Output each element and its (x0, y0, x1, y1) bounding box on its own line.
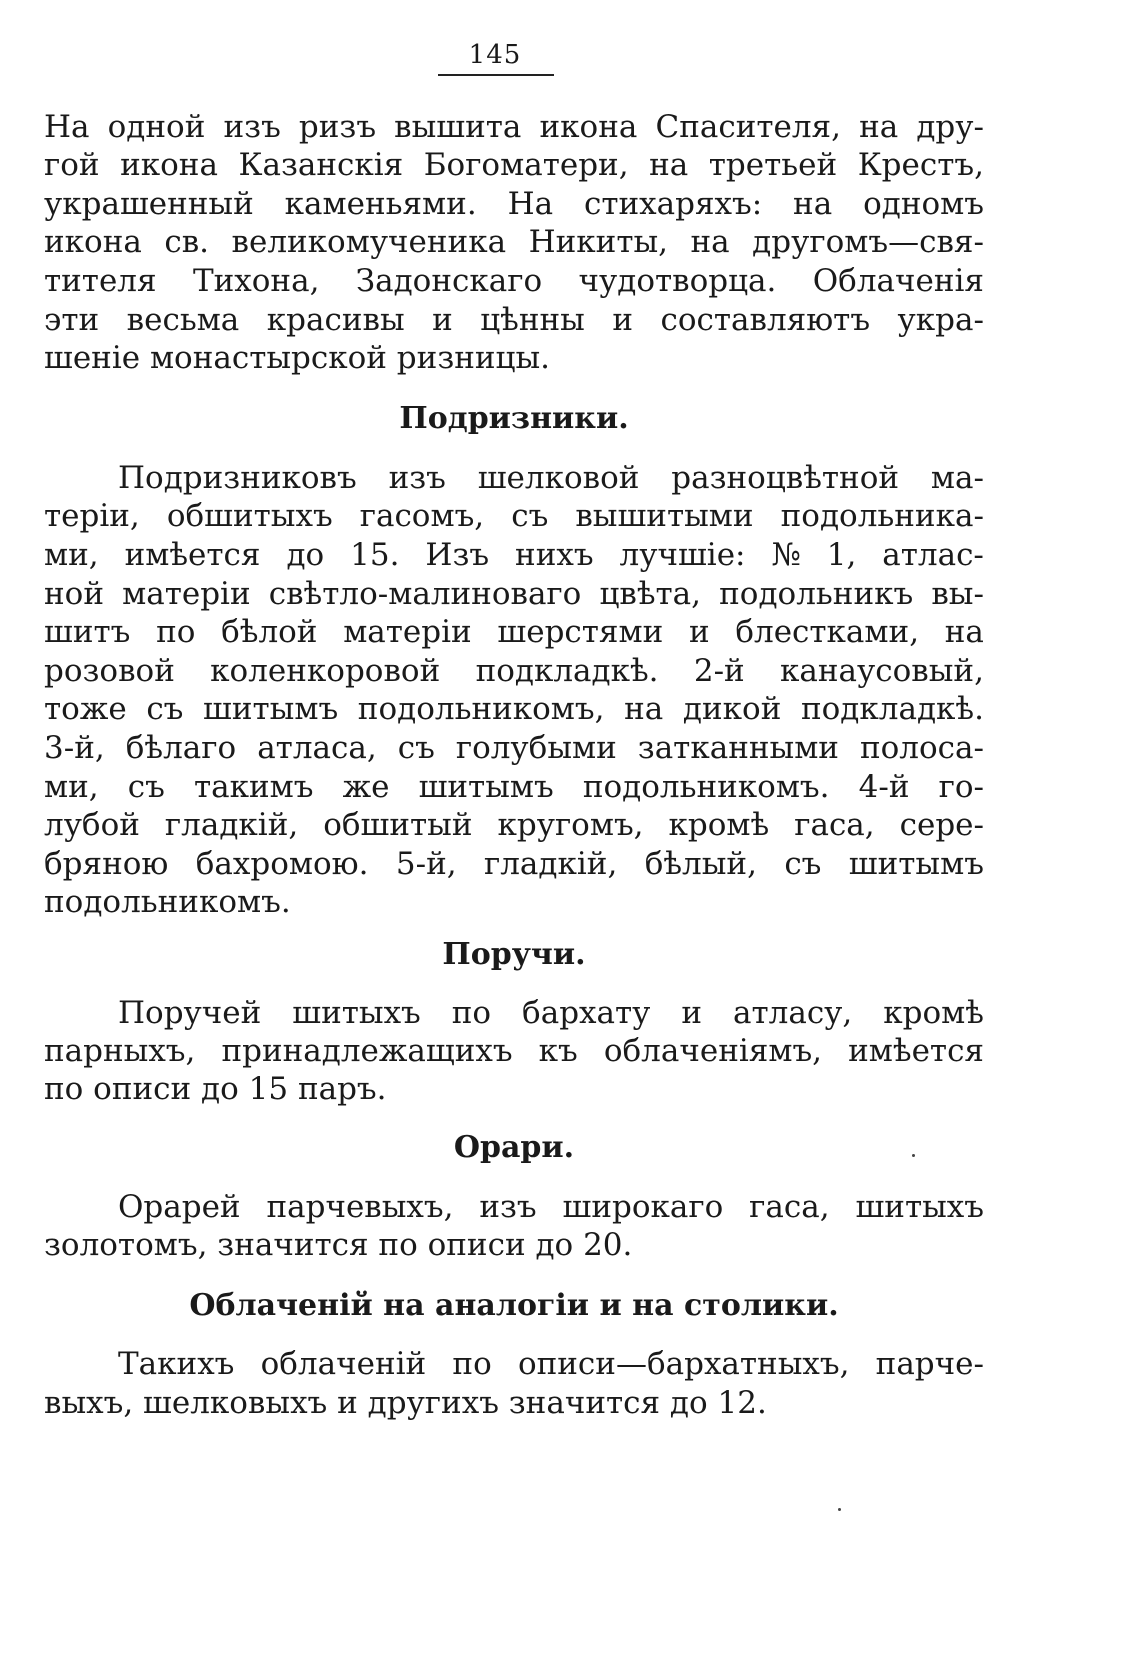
section-heading: Облаченій на аналогіи и на столики. (189, 1288, 839, 1323)
text-line: выхъ, шелковыхъ и другихъ значится до 12. (44, 1385, 767, 1421)
text-line: Такихъ облаченій по описи—бархатныхъ, парче- (118, 1346, 984, 1382)
text-line: шеніе монастырской ризницы. (44, 340, 551, 376)
text-line: гой икона Казанскія Богоматери, на третьей Крестъ, (44, 147, 984, 183)
text-line: розовой коленкоровой подкладкѣ. 2-й канаусовый, (44, 653, 984, 689)
text-line: На одной изъ ризъ вышита икона Спасителя, на дру- (44, 109, 984, 145)
section-heading: Орари. (453, 1130, 575, 1165)
text-line: подольникомъ. (44, 884, 291, 920)
text-line: тителя Тихона, Задонскаго чудотворца. Облаченія (44, 263, 984, 299)
section-heading: Поручи. (442, 937, 586, 972)
section-heading: Подризники. (399, 401, 629, 436)
text-line: Подризниковъ изъ шелковой разноцвѣтной ма- (118, 460, 984, 496)
text-line: эти весьма красивы и цѣнны и составляютъ укра- (44, 302, 984, 338)
print-speck (838, 1508, 841, 1511)
text-line: 3-й, бѣлаго атласа, съ голубыми затканными полоса- (44, 730, 984, 766)
text-line: по описи до 15 паръ. (44, 1071, 387, 1107)
text-line: шитъ по бѣлой матеріи шерстями и блестками, на (44, 614, 984, 650)
text-line: бряною бахромою. 5-й, гладкій, бѣлый, съ шитымъ (44, 846, 984, 882)
text-line: парныхъ, принадлежащихъ къ облаченіямъ, имѣется (44, 1033, 984, 1069)
print-speck (912, 1154, 915, 1157)
text-line: ми, имѣется до 15. Изъ нихъ лучшіе: № 1, атлас- (44, 537, 984, 573)
text-line: теріи, обшитыхъ гасомъ, съ вышитыми подольника- (44, 498, 984, 534)
text-line: Поручей шитыхъ по бархату и атласу, кромѣ (118, 995, 984, 1031)
text-line: ми, съ такимъ же шитымъ подольникомъ. 4-й го- (44, 769, 984, 805)
page-number-rule (438, 74, 554, 76)
text-line: лубой гладкій, обшитый кругомъ, кромѣ гаса, сере- (44, 807, 984, 843)
text-line: Орарей парчевыхъ, изъ широкаго гаса, шитыхъ (118, 1189, 984, 1225)
text-line: тоже съ шитымъ подольникомъ, на дикой подкладкѣ. (44, 691, 984, 727)
text-line: ной матеріи свѣтло-малиноваго цвѣта, подольникъ вы- (44, 576, 984, 612)
page-number: 145 (468, 40, 522, 70)
text-line: икона св. великомученика Никиты, на другомъ—свя- (44, 224, 984, 260)
text-line: украшенный каменьями. На стихаряхъ: на одномъ (44, 186, 984, 222)
text-line: золотомъ, значится по описи до 20. (44, 1227, 633, 1263)
